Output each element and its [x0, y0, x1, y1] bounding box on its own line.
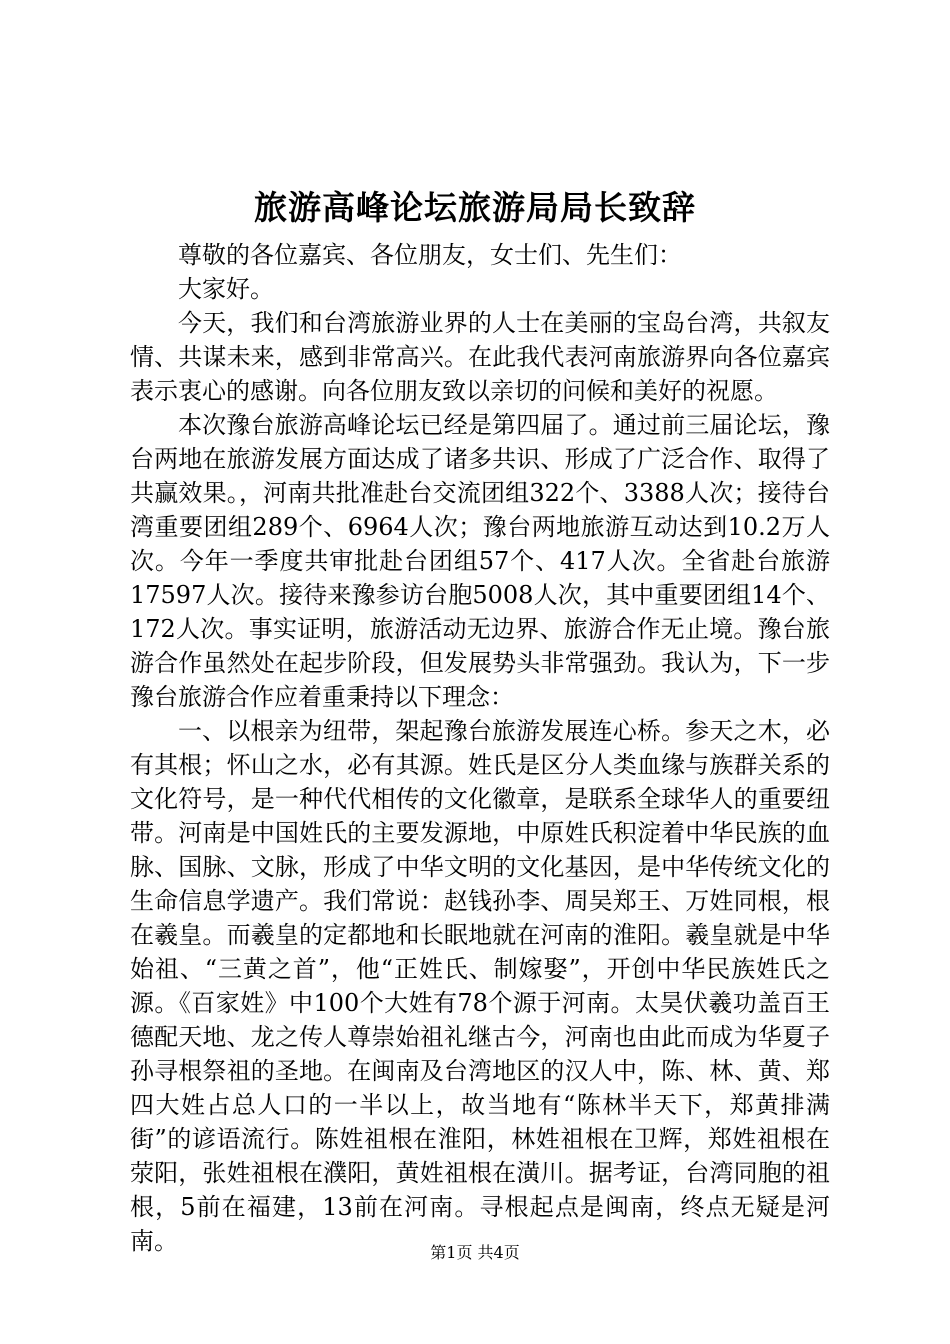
document-body	[130, 238, 830, 1258]
salutation-paragraph: 尊敬的各位嘉宾、各位朋友，女士们、先生们：	[178, 241, 682, 269]
document-title: 旅游高峰论坛旅游局局长致辞	[254, 188, 696, 227]
body-paragraph: 今天，我们和台湾旅游业界的人士在美丽的宝岛台湾，共叙友情、共谋未来，感到非常高兴。在此我代表河南旅游界向各位嘉宾表示衷心的感谢。向各位朋友致以亲切的问候和美好的祝愿。	[130, 309, 830, 405]
greeting-paragraph: 大家好。	[178, 275, 274, 303]
page-footer: 第1页 共4页	[430, 1243, 520, 1262]
body-paragraph: 本次豫台旅游高峰论坛已经是第四届了。通过前三届论坛，豫台两地在旅游发展方面达成了诸多共识、形成了广泛合作、取得了共赢效果。，河南共批准赴台交流团组322个、3388人次；接待台湾重要团组289个、6964人次；豫台两地旅游互动达到10.2万人次。今年一季度共审批赴台团组57个、417人次。全省赴台旅游17597人次。接待来豫参访台胞5008人次，其中重要团组14个、172人次。事实证明，旅游活动无边界、旅游合作无止境。豫台旅游合作虽然处在起步阶段，但发展势头非常强劲。我认为，下一步豫台旅游合作应着重秉持以下理念：	[130, 411, 830, 711]
body-paragraph: 一、以根亲为纽带，架起豫台旅游发展连心桥。参天之木，必有其根；怀山之水，必有其源。姓氏是区分人类血缘与族群关系的文化符号，是一种代代相传的文化徽章，是联系全球华人的重要纽带。河南是中国姓氏的主要发源地，中原姓氏积淀着中华民族的血脉、国脉、文脉，形成了中华文明的文化基因，是中华传统文化的生命信息学遗产。我们常说：赵钱孙李、周吴郑王、万姓同根，根在羲皇。而羲皇的定都地和长眠地就在河南的淮阳。羲皇就是中华始祖、“三黄之首”，他“正姓氏、制嫁娶”，开创中华民族姓氏之源。《百家姓》中100个大姓有78个源于河南。太昊伏羲功盖百王德配天地、龙之传人尊崇始祖礼继古今，河南也由此而成为华夏子孙寻根祭祖的圣地。在闽南及台湾地区的汉人中，陈、林、黄、郑四大姓占总人口的一半以上，故当地有“陈林半天下，郑黄排满街”的谚语流行。陈姓祖根在淮阳，林姓祖根在卫辉，郑姓祖根在荥阳，张姓祖根在濮阳，黄姓祖根在潢川。据考证，台湾同胞的祖根，5前在福建，13前在河南。寻根起点是闽南，终点无疑是河南。	[130, 717, 830, 1255]
